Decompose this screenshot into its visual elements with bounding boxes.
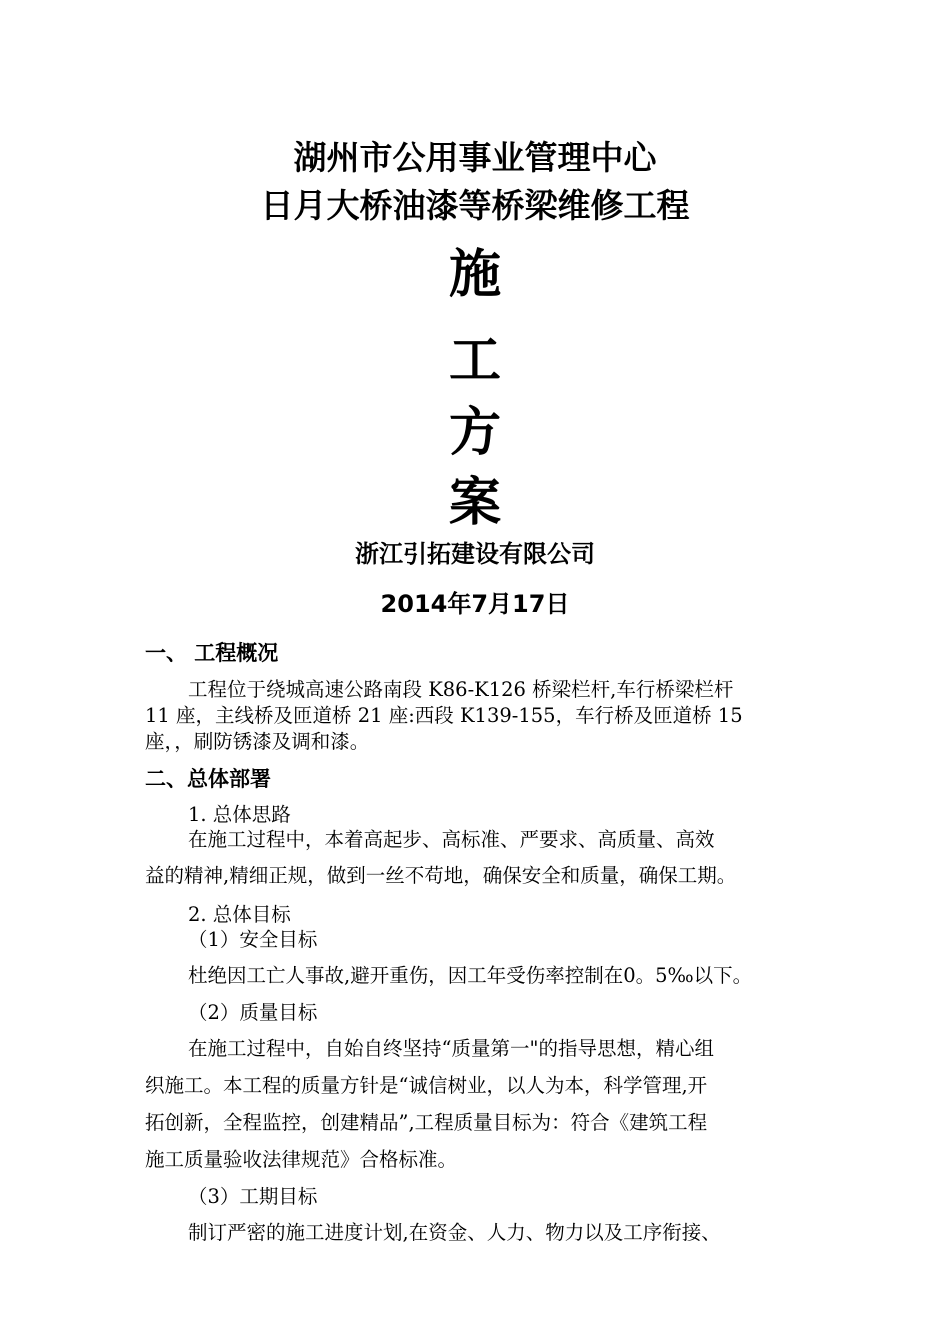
quality-goal-line-1: 在施工过程中，自始自终坚持“质量第一"的指导思想，精心组 [188, 1037, 714, 1060]
quality-goal-line-2: 织施工。本工程的质量方针是“诚信树业，以人为本，科学管理,开 [145, 1074, 708, 1097]
quality-goal-line-3: 拓创新，全程监控，创建精品”,工程质量目标为：符合《建筑工程 [145, 1111, 708, 1134]
section-1-line-3: 座，，刷防锈漆及调和漆。 [145, 730, 370, 753]
safety-goal-line: 杜绝因工亡人事故,避开重伤，因工年受伤率控制在0。5‰以下。 [188, 964, 753, 987]
quality-goal-line-4: 施工质量验收法律规范》合格标准。 [145, 1148, 458, 1171]
title-line-2: 日月大桥油漆等桥梁维修工程 [260, 186, 690, 225]
section-1-line-1: 工程位于绕城高速公路南段 K86-K126 桥梁栏杆,车行桥梁栏杆 [188, 678, 734, 701]
big-title-char-3: 方 [448, 403, 501, 463]
section-1-line-2: 11 座，主线桥及匝道桥 21 座:西段 K139-155，车行桥及匝道桥 15 [145, 704, 743, 727]
document-date: 2014年7月17日 [380, 590, 570, 618]
big-title-char-2: 工 [448, 331, 501, 391]
schedule-goal-line: 制订严密的施工进度计划,在资金、人力、物力以及工序衔接、 [188, 1221, 721, 1244]
big-title-char-1: 施 [448, 245, 501, 305]
subsection-1-line-2: 益的精神,精细正规，做到一丝不苟地，确保安全和质量，确保工期。 [145, 864, 737, 887]
subsection-1-title: 1. 总体思路 [188, 803, 291, 826]
section-1-heading: 一、 工程概况 [145, 641, 279, 665]
subsection-1-line-1: 在施工过程中，本着高起步、高标准、严要求、高质量、高效 [188, 828, 715, 851]
big-title-char-4: 案 [448, 473, 501, 533]
section-2-heading: 二、总体部署 [145, 767, 271, 791]
title-line-1: 湖州市公用事业管理中心 [293, 138, 657, 177]
schedule-goal-title: （3）工期目标 [188, 1185, 318, 1208]
safety-goal-title: （1）安全目标 [188, 928, 318, 951]
quality-goal-title: （2）质量目标 [188, 1001, 318, 1024]
subsection-2-title: 2. 总体目标 [188, 903, 291, 926]
company-name: 浙江引拓建设有限公司 [355, 540, 595, 568]
